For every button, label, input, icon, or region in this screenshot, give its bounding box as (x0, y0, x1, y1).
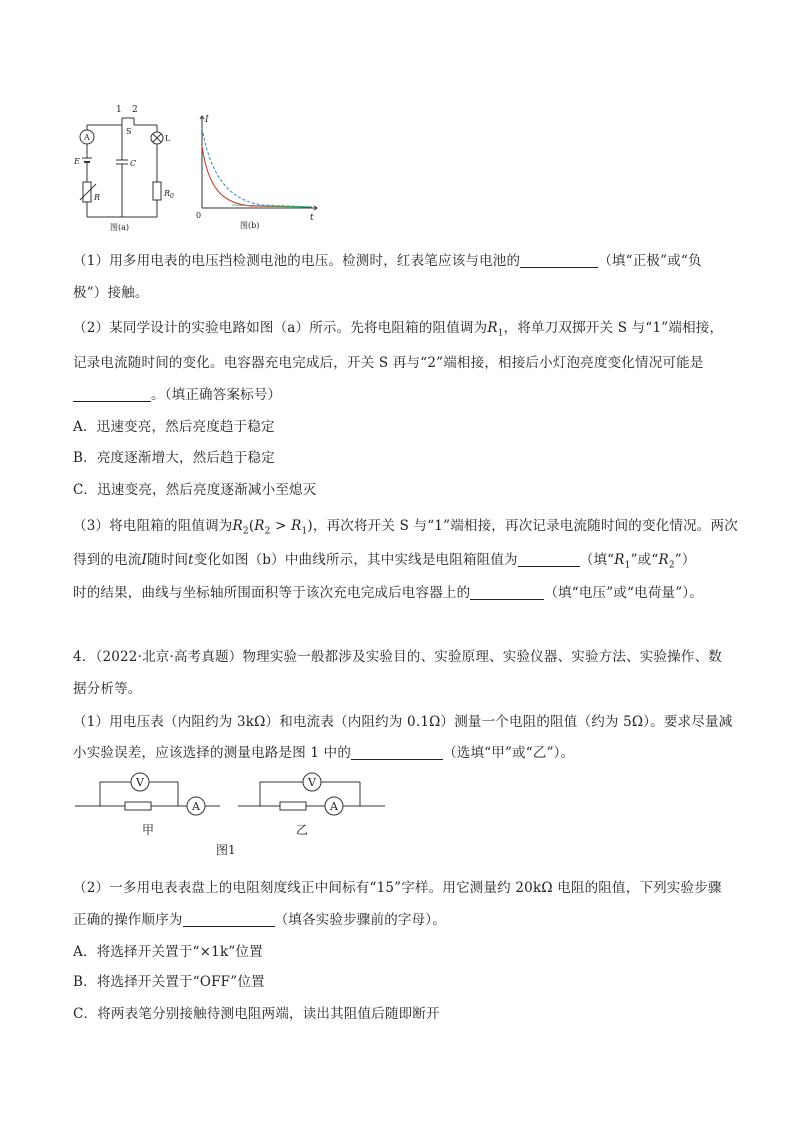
answer-blank[interactable] (73, 387, 151, 402)
fig-a-label-r0: $R_0$ (164, 189, 174, 200)
q3-part1-line2: 极”）接触。 (73, 285, 149, 301)
answer-blank[interactable] (520, 253, 598, 268)
fig-a-caption: 图(a) (110, 223, 130, 232)
fig-b-axis-i: I (205, 115, 209, 125)
voltmeter-letter-yi: V (308, 776, 316, 789)
q4-heading-line1: 4．（2022·北京·高考真题）物理实验一般都涉及实验目的、实验原理、实验仪器、实验方法、实验操作、数 (73, 649, 722, 665)
ammeter-letter-jia: A (192, 800, 200, 813)
q3-part3-line1: （3）将电阻箱的阻值调为$R_2(R_2 > R_1)$，再次将开关 S 与“1”端相接，再次记录电流随时间的变化情况。两次 (73, 518, 738, 537)
fig-a-label-c: C (130, 159, 137, 168)
step-c: C．将两表笔分别接触待测电阻两端，读出其阻值后随即断开 (73, 1006, 440, 1022)
fig-b-origin: 0 (196, 211, 202, 220)
q4-part2-line2: 正确的操作顺序为 （填各实验步骤前的字母）。 (73, 912, 446, 928)
answer-blank[interactable] (351, 745, 443, 760)
option-c: C．迅速变亮，然后亮度逐渐减小至熄灭 (73, 482, 317, 498)
step-b: B．将选择开关置于“OFF”位置 (73, 974, 265, 990)
fig-a-label-e: E (74, 157, 80, 166)
answer-blank[interactable] (518, 552, 580, 567)
q3-part1-line1: （1）用多用电表的电压挡检测电池的电压。检测时，红表笔应该与电池的 （填“正极”或“负 (73, 253, 702, 269)
figure-a-circuit (72, 100, 192, 235)
figure-1-caption: 图1 (216, 843, 236, 857)
ammeter-letter-yi: A (330, 800, 338, 813)
q4-heading-line2: 据分析等。 (73, 681, 142, 697)
q3-part2-line2: 记录电流随时间的变化。电容器充电完成后，开关 S 再与“2”端相接，相接后小灯泡亮度变化情况可能是 (73, 355, 704, 371)
q4-part1-line1: （1）用电压表（内阻约为 3kΩ）和电流表（内阻约为 0.1Ω）测量一个电阻的阻值（约为 5Ω）。要求尽量减 (73, 714, 733, 730)
fig-a-label-s: S (126, 127, 132, 136)
label-yi: 乙 (296, 823, 309, 837)
fig-b-caption: 图(b) (240, 221, 260, 230)
fig-a-label-1: 1 (116, 105, 122, 115)
q4-part2-line1: （2）一多用电表表盘上的电阻刻度线正中间标有“15”字样。用它测量约 20kΩ 电阻的阻值，下列实验步骤 (73, 880, 722, 896)
answer-blank[interactable] (183, 912, 275, 927)
figure-b-graph (192, 108, 327, 233)
q4-part1-line2: 小实验误差，应该选择的测量电路是图 1 中的 （选填“甲”或“乙”）。 (73, 745, 575, 761)
fig-a-label-2: 2 (132, 105, 138, 115)
answer-blank[interactable] (470, 585, 544, 600)
label-jia: 甲 (142, 823, 155, 837)
figure-1-circuits (70, 768, 390, 860)
voltmeter-letter-jia: V (136, 776, 144, 789)
q3-part2-line3: 。（填正确答案标号） (73, 383, 281, 403)
option-a: A．迅速变亮，然后亮度趋于稳定 (73, 419, 275, 435)
fig-a-ammeter-letter: A (84, 133, 90, 142)
curve-dashed (202, 128, 312, 207)
q3-part3-line3: 时的结果，曲线与坐标轴所围面积等于该次充电完成后电容器上的 （填“电压”或“电荷量”）。 (73, 585, 703, 601)
option-b: B．亮度逐渐增大，然后趋于稳定 (73, 450, 275, 466)
q3-part3-line2: 得到的电流I随时间t变化如图（b）中曲线所示，其中实线是电阻箱阻值为 （填“$R_1$”或“$R_2$”） (73, 552, 696, 571)
step-a: A．将选择开关置于“×1k”位置 (73, 944, 263, 960)
q3-part2-line1: （2）某同学设计的实验电路如图（a）所示。先将电阻箱的阻值调为$R_1$，将单刀双掷开关 S 与“1”端相接， (73, 320, 724, 339)
fig-a-label-l: L (165, 134, 171, 143)
fig-a-label-r: R (94, 193, 101, 202)
fig-b-axis-t: t (310, 213, 314, 223)
